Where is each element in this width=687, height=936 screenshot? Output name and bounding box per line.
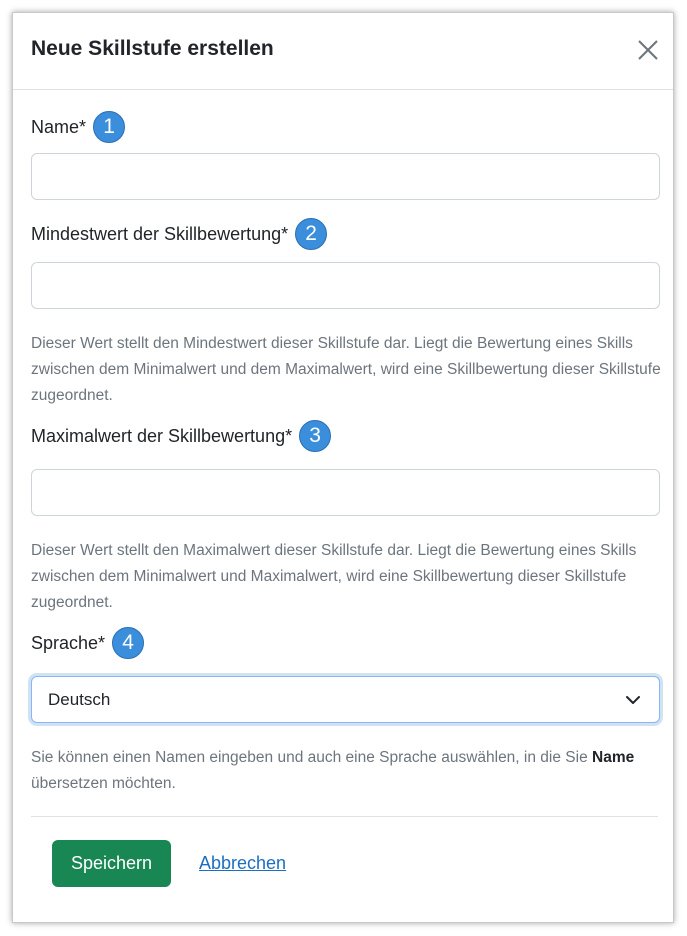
dialog — [12, 12, 674, 923]
footer-divider — [31, 816, 658, 817]
max-value-input[interactable] — [31, 469, 660, 516]
step-badge-1: 1 — [93, 111, 125, 143]
name-input[interactable] — [31, 153, 660, 200]
min-value-label — [31, 218, 327, 250]
language-label — [31, 627, 144, 659]
language-help — [31, 745, 661, 797]
min-value-input[interactable] — [31, 262, 660, 309]
max-value-label — [31, 420, 331, 452]
language-help-text: Sie können einen Namen eingeben und auch eine Sprache auswählen, in die Sie — [31, 749, 588, 766]
step-badge-3: 3 — [299, 420, 331, 452]
language-help-text-end: übersetzen möchten. — [31, 775, 176, 792]
cancel-link[interactable]: Abbrechen — [199, 853, 287, 873]
language-select-value: Deutsch — [48, 689, 111, 709]
dialog-title: Neue Skillstufe erstellen — [31, 37, 274, 60]
dialog-header — [13, 13, 673, 90]
min-value-help: Dieser Wert stellt den Mindestwert dieser Skillstufe dar. Liegt die Bewertung eines Skills zwischen dem Minimalwert und dem Maximalwert, wird eine Skillbewertung dieser Skillstufe zugeordnet. — [31, 335, 661, 404]
language-select[interactable] — [31, 676, 660, 723]
step-badge-2: 2 — [295, 218, 327, 250]
close-icon — [637, 39, 659, 61]
min-value-label-text: Mindestwert der Skillbewertung* — [31, 223, 289, 244]
chevron-down-icon — [625, 693, 641, 707]
name-label-text: Name* — [31, 116, 87, 137]
language-label-text: Sprache* — [31, 632, 106, 653]
close-button[interactable] — [637, 39, 659, 61]
name-label — [31, 111, 125, 143]
save-button[interactable]: Speichern — [52, 840, 171, 887]
max-value-help: Dieser Wert stellt den Maximalwert dieser Skillstufe dar. Liegt die Bewertung eines Skills zwischen dem Minimalwert und Maximalwert, wird eine Skillbewertung dieser Skillstufe zugeordnet. — [31, 542, 637, 611]
step-badge-4: 4 — [112, 627, 144, 659]
max-value-label-text: Maximalwert der Skillbewertung* — [31, 425, 293, 446]
language-help-bold: Name — [592, 749, 635, 766]
